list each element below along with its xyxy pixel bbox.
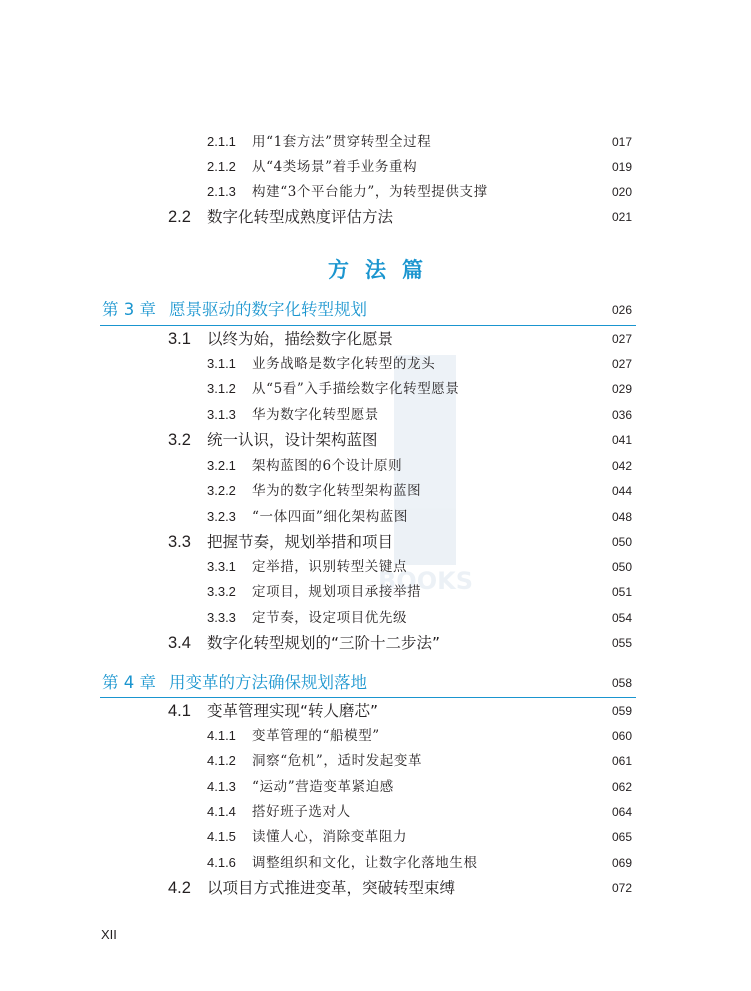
toc-entry-number: 3.3.2 [207,584,236,599]
toc-subsection-entry [0,377,751,401]
toc-entry-page: 069 [612,856,633,870]
toc-entry-number: 3.3.1 [207,559,236,574]
toc-entry-page: 027 [612,332,633,346]
toc-entry-page: 055 [612,636,633,650]
toc-section-entry [0,631,751,655]
toc-subsection-entry [0,724,751,748]
toc-entry-number: 3.4 [168,634,191,652]
toc-entry-title: 数字化转型规划的“三阶十二步法” [207,634,441,652]
toc-entry-page: 062 [612,780,633,794]
toc-section-entry [0,327,751,351]
toc-entry-number: 3.2.1 [207,458,236,473]
toc-entry-number: 3.3.3 [207,610,236,625]
toc-entry-number: 4.1.5 [207,829,236,844]
toc-entry-page: 019 [612,160,633,174]
toc-entry-title: 架构蓝图的6个设计原则 [252,458,403,474]
toc-section-entry [0,205,751,229]
toc-entry-title: 搭好班子选对人 [252,804,351,820]
toc-entry-number: 3.2.2 [207,483,236,498]
watermark-text: BOOKS [378,567,473,595]
toc-entry-page: 072 [612,881,633,895]
toc-entry-page: 020 [612,185,633,199]
toc-entry-title: 业务战略是数字化转型的龙头 [252,356,436,372]
toc-section-entry [0,876,751,900]
toc-entry-title: “运动”营造变革紧迫感 [252,779,394,795]
toc-entry-title: 华为数字化转型愿景 [252,407,379,423]
toc-entry-page: 017 [612,135,633,149]
toc-subsection-entry [0,825,751,849]
toc-entry-number: 2.1.1 [207,134,236,149]
toc-entry-page: 051 [612,585,633,599]
toc-subsection-entry [0,403,751,427]
toc-subsection-entry [0,130,751,154]
toc-entry-number: 4.1 [168,702,191,720]
part-title: 方法篇 [328,258,439,282]
toc-entry-title: 构建“3个平台能力”，为转型提供支撑 [252,184,488,200]
toc-entry-page: 048 [612,510,633,524]
toc-entry-number: 4.1.1 [207,728,236,743]
toc-subsection-entry [0,749,751,773]
toc-entry-number: 第 4 章 [102,673,156,692]
toc-entry-page: 027 [612,357,633,371]
toc-entry-title: “一体四面”细化架构蓝图 [252,509,409,525]
toc-entry-title: 定项目，规划项目承接举措 [252,584,422,600]
toc-subsection-entry [0,454,751,478]
toc-entry-number: 2.1.3 [207,184,236,199]
toc-entry-page: 036 [612,408,633,422]
toc-entry-title: 调整组织和文化，让数字化落地生根 [252,855,478,871]
toc-subsection-entry [0,606,751,630]
page-number: XII [101,927,117,942]
toc-entry-page: 061 [612,754,633,768]
toc-entry-title: 以项目方式推进变革，突破转型束缚 [207,879,456,897]
toc-entry-number: 3.2 [168,431,191,449]
toc-subsection-entry [0,352,751,376]
toc-subsection-entry [0,580,751,604]
toc-entry-page: 050 [612,535,633,549]
toc-entry-number: 4.1.2 [207,753,236,768]
toc-entry-number: 3.1.1 [207,356,236,371]
toc-entry-title: 定节奏，设定项目优先级 [252,610,408,626]
toc-subsection-entry [0,155,751,179]
toc-entry-title: 用变革的方法确保规划落地 [169,673,367,692]
toc-entry-page: 058 [612,676,633,690]
toc-entry-title: 愿景驱动的数字化转型规划 [169,300,367,319]
toc-entry-page: 065 [612,830,633,844]
toc-entry-title: 从“4类场景”着手业务重构 [252,159,418,175]
toc-entry-title: 定举措，识别转型关键点 [252,559,408,575]
toc-entry-page: 041 [612,433,633,447]
chapter-rule [100,325,636,326]
toc-entry-number: 3.1.2 [207,381,236,396]
toc-subsection-entry [0,555,751,579]
toc-entry-number: 4.1.3 [207,779,236,794]
toc-entry-title: 把握节奏，规划举措和项目 [207,533,394,551]
toc-entry-number: 4.1.6 [207,855,236,870]
toc-chapter-entry [0,671,751,695]
toc-section-entry [0,530,751,554]
toc-entry-page: 050 [612,560,633,574]
toc-entry-title: 读懂人心，消除变革阻力 [252,829,408,845]
toc-entry-page: 060 [612,729,633,743]
toc-entry-title: 用“1套方法”贯穿转型全过程 [252,134,432,150]
toc-entry-title: 变革管理实现“转人磨芯” [207,702,379,720]
toc-entry-page: 042 [612,459,633,473]
toc-entry-title: 数字化转型成熟度评估方法 [207,208,394,226]
toc-entry-title: 以终为始，描绘数字化愿景 [207,330,394,348]
toc-entry-number: 3.2.3 [207,509,236,524]
chapter-rule [100,697,636,698]
toc-subsection-entry [0,800,751,824]
toc-entry-title: 从“5看”入手描绘数字化转型愿景 [252,381,460,397]
toc-entry-number: 4.2 [168,879,191,897]
toc-chapter-entry [0,298,751,322]
toc-subsection-entry [0,775,751,799]
toc-entry-title: 洞察“危机”，适时发起变革 [252,753,423,769]
toc-entry-number: 3.1 [168,330,191,348]
toc-subsection-entry [0,180,751,204]
toc-entry-page: 021 [612,210,633,224]
toc-entry-title: 华为的数字化转型架构蓝图 [252,483,422,499]
toc-entry-number: 3.1.3 [207,407,236,422]
toc-subsection-entry [0,479,751,503]
toc-entry-page: 059 [612,704,633,718]
toc-entry-page: 029 [612,382,633,396]
toc-section-entry [0,428,751,452]
toc-entry-number: 3.3 [168,533,191,551]
toc-section-entry [0,699,751,723]
toc-entry-page: 064 [612,805,633,819]
toc-entry-number: 2.1.2 [207,159,236,174]
toc-entry-title: 统一认识，设计架构蓝图 [207,431,378,449]
toc-entry-page: 054 [612,611,633,625]
toc-entry-page: 044 [612,484,633,498]
toc-entry-title: 变革管理的“船模型” [252,728,380,744]
toc-subsection-entry [0,505,751,529]
toc-subsection-entry [0,851,751,875]
toc-entry-number: 2.2 [168,208,191,226]
toc-entry-number: 4.1.4 [207,804,236,819]
toc-entry-page: 026 [612,303,633,317]
toc-entry-number: 第 3 章 [102,300,156,319]
